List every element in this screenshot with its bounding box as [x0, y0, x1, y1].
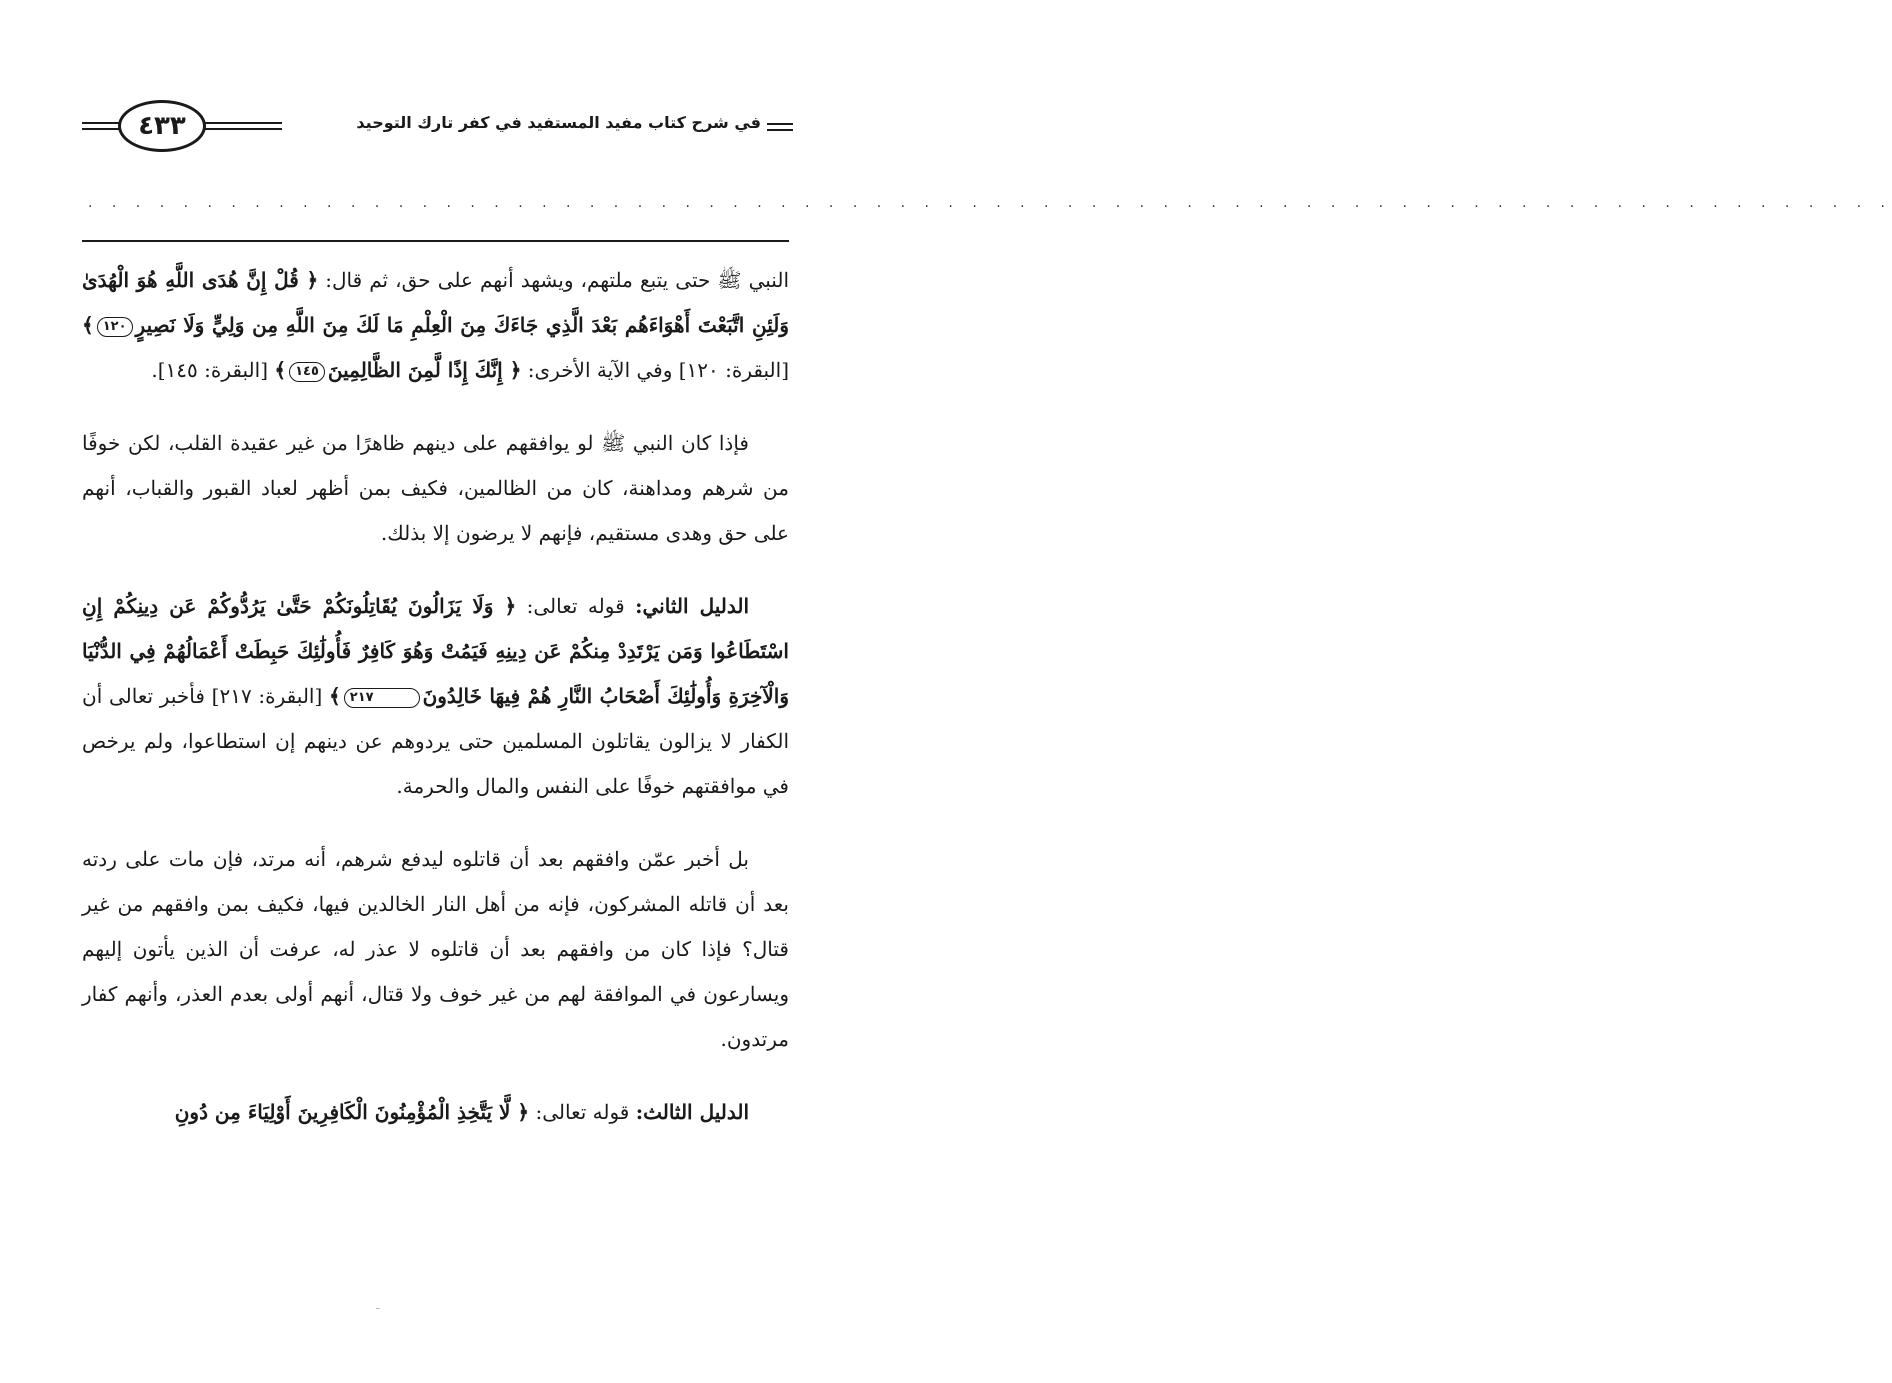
- footer-mark: [376, 1308, 380, 1309]
- page-number: ٤٣٣: [138, 111, 186, 141]
- paragraph-1: [82, 258, 789, 393]
- quran-verse-text: ﴿ إِنَّكَ إِذًا لَّمِنَ الظَّالِمِينَ: [327, 358, 522, 382]
- page-number-oval: [118, 100, 206, 152]
- quran-verse-text: ﴾: [82, 313, 94, 337]
- paragraph-3: [82, 584, 789, 809]
- body-text: قوله تعالى:: [529, 1100, 636, 1124]
- header-rule-right-bottom: [767, 129, 793, 131]
- verse-number-mark: ١٢٠: [97, 317, 133, 337]
- verse-number-mark: ١٤٥: [289, 362, 325, 382]
- body-text: قوله تعالى:: [516, 594, 636, 618]
- body-text: [البقرة: ١٤٥].: [151, 358, 275, 382]
- body-text: [البقرة: ١٢٠] وفي الآية الأخرى:: [521, 358, 789, 382]
- body-text: فإذا كان النبي ﷺ لو يوافقهم على دينهم ظاهرًا من غير عقيدة القلب، لكن خوفًا من شرهم ومداهنة، كان من الظالمين، فكيف بمن أظهر لعباد القبور والقباب، أنهم على حق وهدى مستقيم، فإنهم لا يرضون إلا بذلك.: [82, 431, 789, 545]
- page-header: [0, 0, 873, 170]
- evidence-heading: الدليل الثاني:: [635, 594, 750, 618]
- running-title: في شرح كتاب مفيد المستفيد في كفر تارك التوحيد: [356, 113, 761, 132]
- header-rule-right-top: [767, 123, 793, 125]
- body-text: النبي ﷺ حتى يتبع ملتهم، ويشهد أنهم على حق، ثم قال:: [318, 268, 789, 292]
- body-text: بل أخبر عمّن وافقهم بعد أن قاتلوه ليدفع شرهم، أنه مرتد، فإن مات على ردته بعد أن قاتله المشركون، فإنه من أهل النار الخالدين فيها، فكيف بمن وافقهم من غير قتال؟ فإذا كان من وافقهم بعد أن قاتلوه لا عذر له، عرفت أن الذين يأتون إليهم ويسارعون في الموافقة لهم من غير خوف ولا قتال، أنهم أولى بعدم العذر، وأنهم كفار مرتدون.: [82, 847, 789, 1051]
- header-divider: [82, 240, 789, 242]
- quran-verse-text: ﴿ لَّا يَتَّخِذِ الْمُؤْمِنُونَ الْكَافِرِينَ أَوْلِيَاءَ مِن دُونِ: [174, 1100, 530, 1124]
- paragraph-4: [82, 837, 789, 1062]
- paragraph-2: [82, 421, 789, 556]
- quran-verse-text: ﴾: [274, 358, 287, 382]
- body-text: [البقرة: ٢١٧] فأخبر تعالى أن الكفار لا يزالون يقاتلون المسلمين حتى يردوهم عن دينهم إن استطاعوا، ولم يرخص في موافقتهم خوفًا على النفس والمال والحرمة.: [82, 684, 789, 798]
- verse-number-mark: ٢١٧: [344, 688, 420, 708]
- quran-verse-text: ﴿ وَلَا يَزَالُونَ يُقَاتِلُونَكُمْ حَتَّىٰ يَرُدُّوكُمْ عَن دِينِكُمْ إِنِ اسْتَطَاعُوا وَمَن يَرْتَدِدْ مِنكُمْ عَن دِينِهِ فَيَمُتْ وَهُوَ كَافِرٌ فَأُولَٰئِكَ حَبِطَتْ أَعْمَالُهُمْ فِي الدُّنْيَا وَالْآخِرَةِ وَأُولَٰئِكَ أَصْحَابُ النَّارِ هُمْ فِيهَا خَالِدُونَ: [82, 594, 790, 708]
- quran-verse-text: ﴾: [329, 684, 341, 708]
- evidence-heading: الدليل الثالث:: [635, 1100, 749, 1124]
- page-body: [82, 258, 789, 1163]
- quran-verse-text: ﴿ قُلْ إِنَّ هُدَى اللَّهِ هُوَ الْهُدَىٰ وَلَئِنِ اتَّبَعْتَ أَهْوَاءَهُم بَعْدَ الَّذِي جَاءَكَ مِنَ الْعِلْمِ مَا لَكَ مِنَ اللَّهِ مِن وَلِيٍّ وَلَا نَصِيرٍ: [82, 268, 789, 337]
- paragraph-5: [82, 1090, 789, 1135]
- dotted-separator: . . . . . . . . . . . . . . . . . . . . . . . . . . . . . . . . . . . . . . . . . . . . . . . . . . . . . . . . . . . . . . . . . . . . . . . . . . . .: [88, 195, 1892, 211]
